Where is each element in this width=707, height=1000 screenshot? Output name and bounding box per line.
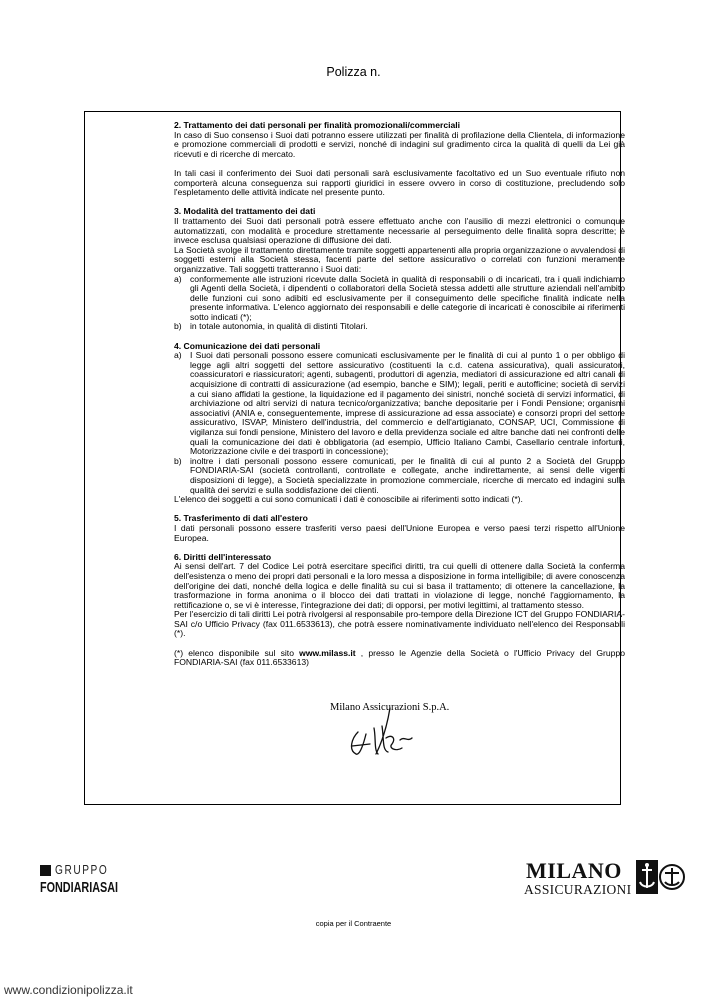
website-link[interactable]: www.milass.it xyxy=(299,647,356,658)
milano-assicurazioni-logo xyxy=(522,858,692,898)
paragraph: Per l'esercizio di tali diritti Lei potrà rivolgersi al responsabile pro-tempore della Direzione ICT del Gruppo FONDIARIA-SAI c/o Ufficio Privacy (fax 011.6533613), che potrà essere nominativamente individuato nell'elenco dei Responsabili (*). xyxy=(174,609,625,639)
paragraph: L'elenco dei soggetti a cui sono comunicati i dati è conoscibile ai riferimenti sotto indicati (*). xyxy=(174,494,523,505)
logo-text: FONDIARIASAI xyxy=(40,879,119,896)
section-title: 6. Diritti dell'interessato xyxy=(174,551,272,562)
paragraph: La Società svolge il trattamento direttamente tramite soggetti appartenenti alla propria organizzazione o avvalendosi di soggetti esterni alla Società stessa, facenti parte del settore assicurativo o correlati con funzioni meramente organizzative. Tali soggetti tratteranno i Suoi dati: xyxy=(174,244,625,274)
anchor-emblem-icon xyxy=(634,858,686,896)
footnote-text: (*) elenco disponibile sul sito xyxy=(174,647,300,658)
logo-text: MILANO xyxy=(526,858,622,883)
logo-text: GRUPPO xyxy=(55,862,109,877)
list-marker: a) xyxy=(174,350,182,361)
handwritten-signature xyxy=(330,698,540,760)
list-marker: b) xyxy=(174,321,182,332)
section-4 xyxy=(174,342,625,505)
footnote xyxy=(174,649,625,668)
company-name: Milano Assicurazioni S.p.A. xyxy=(330,702,450,713)
privacy-notice-body xyxy=(174,121,625,668)
gruppo-fondiaria-sai-logo xyxy=(40,862,140,898)
list-item-text: in totale autonomia, in qualità di distinti Titolari. xyxy=(190,321,368,332)
section-2 xyxy=(174,121,625,198)
policy-number-label: Polizza n. xyxy=(326,65,381,79)
list-marker: a) xyxy=(174,273,182,284)
list-item-text: conformemente alle istruzioni ricevute dalla Società in qualità di responsabili o di incaricati, tra i quali indichiamo gli Agenti della Società, i dipendenti o collaboratori della Società stessa addetti alle strutture aziendali nell'ambito delle funzioni cui sono adibiti ed esclusivamente per il conseguimento delle specifiche finalità indicate nella presente informativa. L'elenco aggiornato dei responsabili e delle categorie di incaricati è conoscibile ai riferimenti sotto indicati (*); xyxy=(190,273,625,322)
paragraph: Il trattamento dei Suoi dati personali potrà essere effettuato anche con l'ausilio di mezzi elettronici o comunque automatizzati, con modalità e procedure strettamente necessarie al perseguimento delle finalità sopra descritte; è invece esclusa qualsiasi operazione di diffusione dei dati. xyxy=(174,215,625,246)
list-item xyxy=(174,457,625,495)
copy-label: copia per il Contraente xyxy=(315,919,392,928)
section-3 xyxy=(174,207,625,332)
paragraph: I dati personali possono essere trasferiti verso paesi dell'Unione Europea e verso paesi terzi rispetto all'Unione Europea. xyxy=(174,522,625,543)
section-title: 4. Comunicazione dei dati personali xyxy=(174,340,321,351)
list-marker: b) xyxy=(174,455,182,466)
section-title: 2. Trattamento dei dati personali per finalità promozionali/commerciali xyxy=(174,120,461,130)
list-item-text: inoltre i dati personali possono essere comunicati, per le finalità di cui al punto 2 a Società del Gruppo FONDIARIA-SAI (società controllanti, controllate e collegate, anche indirettamente, ai sensi delle vigenti disposizioni di legge), a Società specializzate in promozione commerciale, ricerche di mercato ed indagini sulla qualità dei servizi e sulla soddisfazione dei clienti. xyxy=(190,455,625,495)
list-item xyxy=(174,275,625,323)
logo-text: ASSICURAZIONI xyxy=(524,882,632,897)
list-item-text: I Suoi dati personali possono essere comunicati esclusivamente per le finalità di cui al punto 1 o per obbligo di legge agli altri soggetti del settore assicurativo (costituenti la c.d. catena assicurativa), quali assicuratori, coassicuratori e riassicuratori; agenti, subagenti, produttori di agenzia, mediatori di assicurazione ed altri canali di acquisizione di contratti di assicurazione (ad esempio, banche e SIM); legali, periti e autofficine; società di servizi a cui siano affidati la gestione, la liquidazione ed il pagamento dei sinistri, nonché società di servizi informatici, di archiviazione od altri servizi di natura tecnico/organizzativa; banche depositarie per i Fondi Pensione; organismi associativi (ANIA e, conseguentemente, imprese di assicurazione ad essa associate) e consorzi propri del settore assicurativo, ISVAP, Ministero dell'industria, del commercio e dell'artigianato, CONSAP, UCI, Commissione di vigilanza sui fondi pensione, Ministero del lavoro e della previdenza sociale ed altre banche dati nei confronti delle quali la comunicazione dei dati è obbligatoria (ad esempio, Ufficio Italiano Cambi, Casellario centrale infortuni, Motorizzazione civile e dei trasporti in concessione); xyxy=(190,350,625,457)
footnote-text: , presso le Agenzie della Società o l'Ufficio Privacy del Gruppo FONDIARIA-SAI (fax 011.6533613) xyxy=(174,647,625,668)
signature-block xyxy=(330,698,540,760)
logo-square-icon xyxy=(40,865,51,876)
section-5 xyxy=(174,514,625,543)
page-header xyxy=(0,65,707,79)
paragraph: In tali casi il conferimento dei Suoi dati personali sarà esclusivamente facoltativo ed un Suo eventuale rifiuto non comporterà alcuna conseguenza sui rapporti giuridici in essere ovvero in corso di costituzione, precludendo solo l'espletamento delle attività indicate nel presente punto. xyxy=(174,167,625,198)
section-title: 5. Trasferimento di dati all'estero xyxy=(174,513,308,524)
section-6 xyxy=(174,553,625,639)
paragraph: In caso di Suo consenso i Suoi dati potranno essere utilizzati per finalità di profilazione della Clientela, di informazione e promozione commerciali di prodotti e servizi, nonché di indagini sul gradimento circa la qualità di quelli da Lei già ricevuti e di ricerche di mercato. xyxy=(174,129,625,159)
section-title: 3. Modalità del trattamento dei dati xyxy=(174,206,316,217)
list-item xyxy=(174,322,625,332)
watermark-url: www.condizionipolizza.it xyxy=(4,983,133,997)
paragraph: Ai sensi dell'art. 7 del Codice Lei potrà esercitare specifici diritti, tra cui quelli di ottenere dalla Società la conferma dell'esistenza o meno dei propri dati personali e la loro messa a disposizione in forma intelligibile; di avere conoscenza dell'origine dei dati, nonché della logica e delle finalità su cui si basa il trattamento; di ottenere la cancellazione, la trasformazione in forma anonima o il blocco dei dati trattati in violazione di legge, nonché l'aggiornamento, la rettificazione o, se vi è interesse, l'integrazione dei dati; di opporsi, per motivi legittimi, al trattamento stesso. xyxy=(174,561,625,610)
list-item xyxy=(174,351,625,457)
